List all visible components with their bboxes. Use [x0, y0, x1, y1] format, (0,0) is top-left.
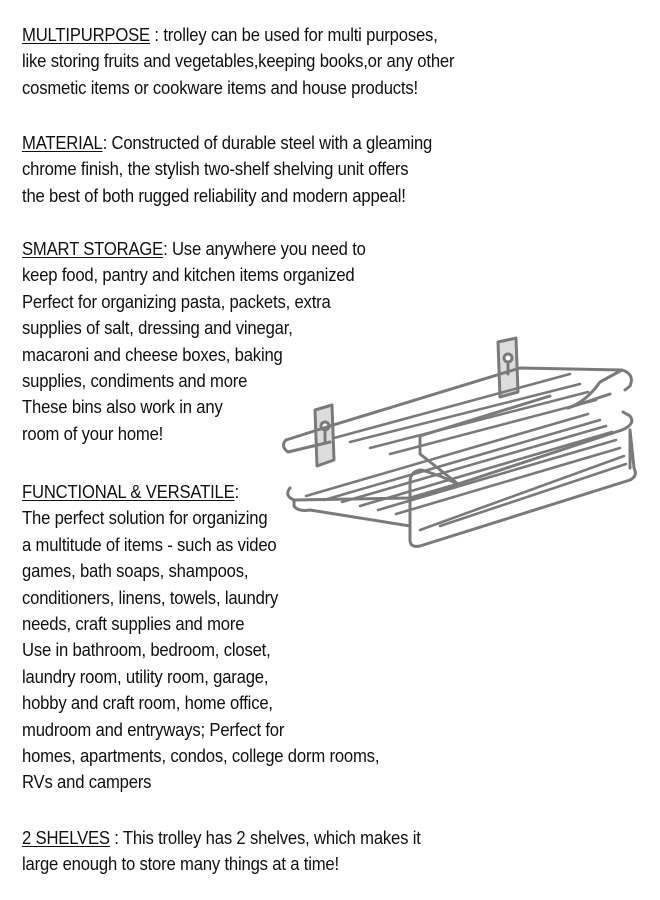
- section-heading-line: [22, 825, 421, 851]
- body-line: supplies of salt, dressing and vinegar,: [22, 317, 293, 339]
- section-heading: 2 SHELVES: [22, 827, 110, 848]
- body-line: the best of both rugged reliability and modern appeal!: [22, 184, 406, 206]
- section-heading-rest: : Constructed of durable steel with a gleaming: [102, 132, 433, 153]
- section-heading-rest: : trolley can be used for multi purposes,: [149, 24, 438, 45]
- body-line: hobby and craft room, home office,: [22, 692, 273, 714]
- body-line: cosmetic items or cookware items and house products!: [22, 76, 418, 98]
- body-line: a multitude of items - such as video: [22, 533, 277, 555]
- body-line: mudroom and entryways; Perfect for: [22, 718, 285, 740]
- body-line: homes, apartments, condos, college dorm rooms,: [22, 745, 380, 767]
- section-heading-rest: :: [234, 481, 239, 502]
- body-line: RVs and campers: [22, 771, 152, 793]
- body-line: like storing fruits and vegetables,keeping books,or any other: [22, 50, 455, 72]
- body-line: room of your home!: [22, 422, 164, 444]
- body-line: Perfect for organizing pasta, packets, extra: [22, 290, 331, 312]
- section-material: [22, 130, 432, 209]
- section-multipurpose: [22, 22, 454, 101]
- body-line: games, bath soaps, shampoos,: [22, 560, 249, 582]
- section-heading: MATERIAL: [22, 132, 103, 153]
- body-line: The perfect solution for organizing: [22, 507, 268, 529]
- body-line: Use in bathroom, bedroom, closet,: [22, 639, 271, 661]
- body-line: supplies, condiments and more: [22, 370, 248, 392]
- section-heading-line: [22, 130, 432, 156]
- body-line: macaroni and cheese boxes, baking: [22, 343, 283, 365]
- body-line: These bins also work in any: [22, 396, 223, 418]
- section-heading: SMART STORAGE: [22, 238, 164, 259]
- body-line: laundry room, utility room, garage,: [22, 665, 269, 687]
- body-line: needs, craft supplies and more: [22, 613, 245, 635]
- body-line: large enough to store many things at a time!: [22, 853, 339, 875]
- section-heading: MULTIPURPOSE: [22, 24, 150, 45]
- body-line: conditioners, linens, towels, laundry: [22, 586, 279, 608]
- shelf-product-image: [270, 330, 645, 570]
- left-wall-bracket: [315, 405, 334, 466]
- section-heading-line: [22, 236, 366, 262]
- section-2-shelves: [22, 825, 421, 878]
- bottom-wires: [306, 374, 626, 530]
- bottom-frame: [294, 430, 635, 546]
- section-heading-rest: : This trolley has 2 shelves, which makes it: [109, 827, 421, 848]
- section-heading-line: [22, 22, 454, 48]
- body-line: keep food, pantry and kitchen items organized: [22, 264, 355, 286]
- section-heading: FUNCTIONAL & VERSATILE: [22, 481, 235, 502]
- section-heading-rest: : Use anywhere you need to: [163, 238, 366, 259]
- body-line: chrome finish, the stylish two-shelf shelving unit offers: [22, 158, 409, 180]
